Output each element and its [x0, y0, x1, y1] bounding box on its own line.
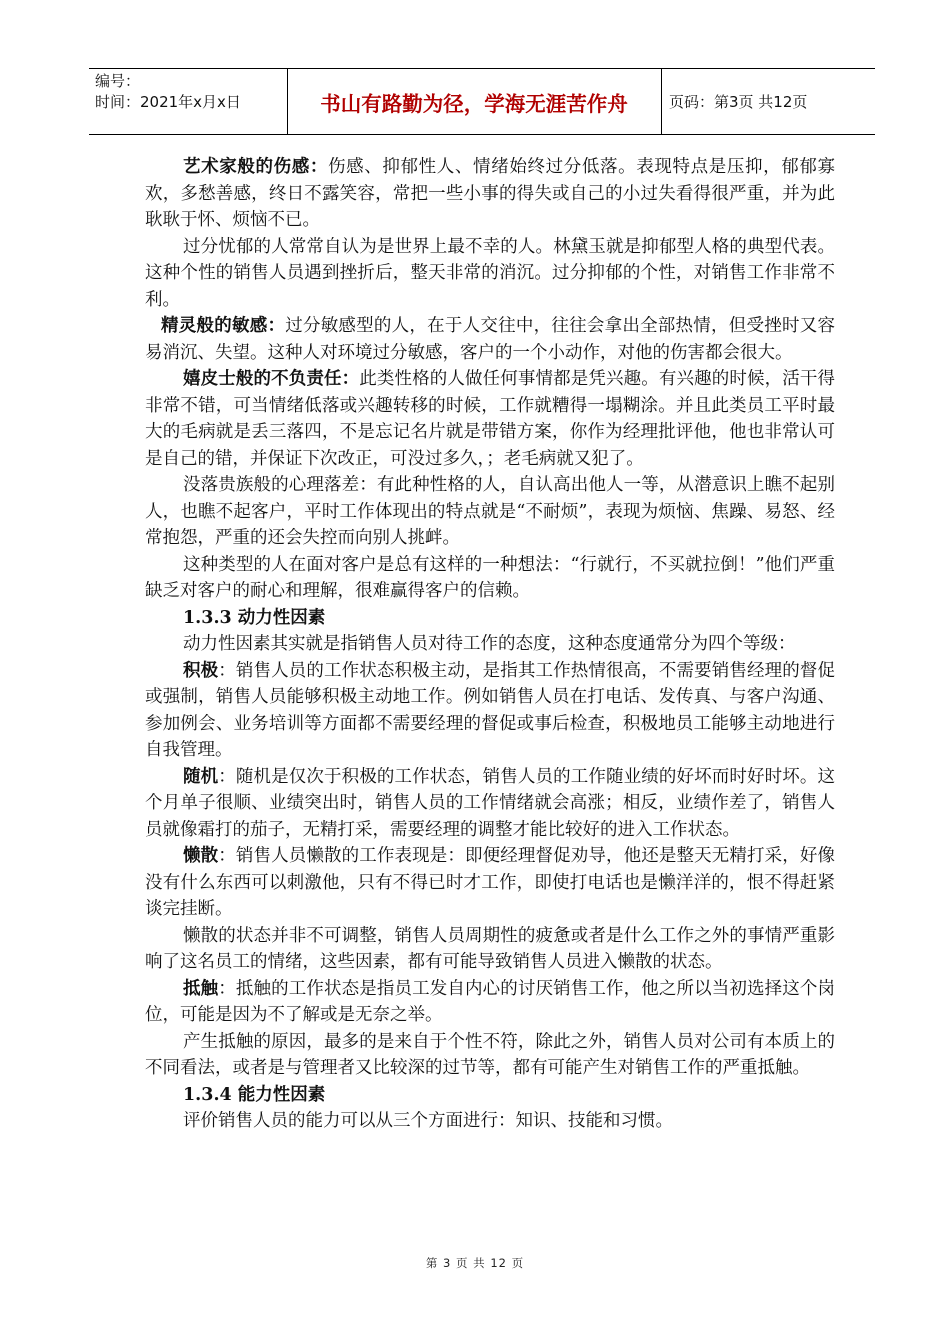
- paragraph-text: 没落贵族般的心理落差：有此种性格的人，自认高出他人一等，从潜意识上瞧不起别人，也瞧不起客户，平时工作体现出的特点就是“不耐烦”，表现为烦恼、焦躁、易怒、经常抱怨，严重的还会失控而向别人挑衅。: [145, 475, 835, 548]
- paragraph-lead: 懒散: [183, 846, 219, 866]
- paragraph-text: ：销售人员懒散的工作表现是：即便经理督促劝导，他还是整天无精打采，好像没有什么东西可以刺激他，只有不得已时才工作，即使打电话也是懒洋洋的，恨不得赶紧谈完挂断。: [145, 846, 835, 919]
- paragraph: [145, 313, 835, 366]
- paragraph-text: ：随机是仅次于积极的工作状态，销售人员的工作随业绩的好坏而时好时坏。这个月单子很顺、业绩突出时，销售人员的工作情绪就会高涨；相反，业绩作差了，销售人员就像霜打的茄子，无精打采，需要经理的调整才能比较好的进入工作状态。: [145, 766, 835, 840]
- paragraph: [145, 234, 835, 314]
- paragraph-text: ：销售人员的工作状态积极主动，是指其工作热情很高，不需要销售经理的督促或强制，销售人员能够积极主动地工作。例如销售人员在打电话、发传真、与客户沟通、参加例会、业务培训等方面都不需要经理的督促或事后检查，积极地员工能够主动地进行自我管理。: [145, 660, 835, 760]
- paragraph: [145, 923, 835, 976]
- paragraph: 动力性因素其实就是指销售人员对待工作的态度，这种态度通常分为四个等级：: [183, 634, 796, 654]
- paragraph-text: 此类性格的人做任何事情都是凭兴趣。有兴趣的时候，活干得非常不错，可当情绪低落或兴趣转移的时候，工作就糟得一塌糊涂。并且此类员工平时最大的毛病就是丢三落四，不是忘记名片就是带错方案，你作为经理批评他，他也非常认可是自己的错，并保证下次改正，可没过多久，；老毛病就又犯了。: [145, 369, 835, 469]
- paragraph-text: 产生抵触的原因，最多的是来自于个性不符，除此之外，销售人员对公司有本质上的不同看法，或者是与管理者又比较深的过节等，都有可能产生对销售工作的严重抵触。: [145, 1031, 835, 1078]
- section-heading: 1.3.4 能力性因素: [183, 1084, 326, 1105]
- paragraph: [145, 472, 835, 552]
- paragraph: [145, 658, 835, 764]
- paragraph: [145, 154, 835, 234]
- paragraph-text: ：抵触的工作状态是指员工发自内心的讨厌销售工作，他之所以当初选择这个岗位，可能是因为不了解或是无奈之举。: [145, 978, 835, 1025]
- document-time: 时间：2021年x月x日: [95, 93, 241, 111]
- paragraph: [145, 764, 835, 844]
- paragraph-text: 伤感、抑郁性人、情绪始终过分低落。表现特点是压抑，郁郁寡欢，多愁善感，终日不露笑容，常把一些小事的得失或自己的小过失看得很严重，并为此耿耿于怀、烦恼不已。: [145, 157, 836, 230]
- header-meta: [95, 71, 241, 113]
- paragraph: [145, 366, 835, 472]
- paragraph-lead: 艺术家般的伤感：: [183, 157, 329, 177]
- paragraph-text: 过分忧郁的人常常自认为是世界上最不幸的人。林黛玉就是抑郁型人格的典型代表。这种个性的销售人员遇到挫折后，整天非常的消沉。过分抑郁的个性，对销售工作非常不利。: [145, 236, 835, 310]
- header-page-info: 页码：第3页 共12页: [669, 93, 808, 111]
- header-divider: [661, 68, 662, 135]
- paragraph-lead: 精灵般的敏感：: [161, 316, 286, 336]
- paragraph-text: 这种类型的人在面对客户是总有这样的一种想法：“行就行，不买就拉倒！”他们严重缺乏对客户的耐心和理解，很难赢得客户的信赖。: [145, 554, 835, 601]
- paragraph: [145, 552, 835, 605]
- header-motto: 书山有路勤为径，学海无涯苦作舟: [320, 91, 628, 116]
- document-body: [145, 154, 835, 1135]
- paragraph-text: 懒散的状态并非不可调整，销售人员周期性的疲惫或者是什么工作之外的事情严重影响了这名员工的情绪，这些因素，都有可能导致销售人员进入懒散的状态。: [145, 925, 835, 972]
- paragraph-text: 过分敏感型的人，在于人交往中，往往会拿出全部热情，但受挫时又容易消沉、失望。这种人对环境过分敏感，客户的一个小动作，对他的伤害都会很大。: [145, 316, 835, 363]
- paragraph: [145, 843, 835, 923]
- paragraph: [145, 976, 835, 1029]
- paragraph-lead: 随机: [183, 766, 219, 787]
- paragraph: 评价销售人员的能力可以从三个方面进行：知识、技能和习惯。: [183, 1111, 673, 1131]
- document-number: 编号：: [95, 72, 141, 90]
- paragraph-lead: 积极: [183, 660, 219, 681]
- page-header: [89, 68, 875, 136]
- page-footer: 第 3 页 共 12 页: [425, 1256, 525, 1270]
- paragraph: [145, 1029, 835, 1082]
- paragraph-lead: 抵触: [183, 978, 219, 999]
- section-heading: 1.3.3 动力性因素: [183, 607, 326, 628]
- paragraph-lead: 嬉皮士般的不负责任：: [183, 369, 360, 389]
